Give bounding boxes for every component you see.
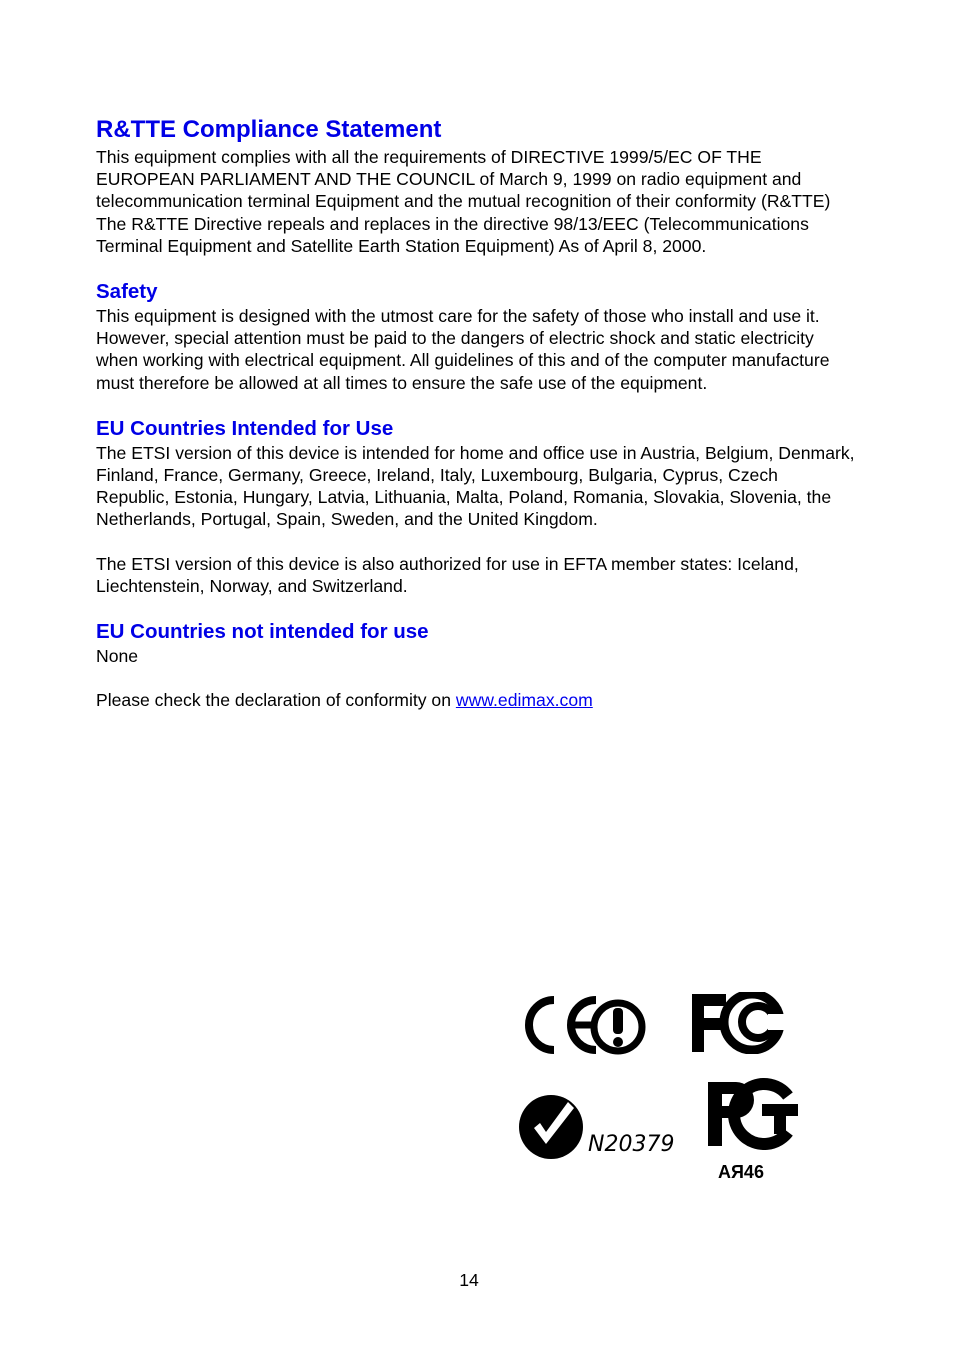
fcc-logo-icon [692, 992, 790, 1054]
rtte-paragraph-2: The R&TTE Directive repeals and replaces in the directive 98/13/EEC (Telecommunications Terminal Equipment and Satellite Earth Station Equipment) As of April 8, 2000. [96, 213, 809, 256]
rtte-paragraph-1: This equipment complies with all the requirements of DIRECTIVE 1999/5/EC OF THE EUROPEAN PARLIAMENT AND THE COUNCIL of March 9, 1999 on radio equipment and telecommunication terminal Equipment and the mutual recognition of their conformity (R&TTE) [96, 147, 831, 212]
eu-intended-paragraph-2: The ETSI version of this device is also authorized for use in EFTA member states: Iceland, Liechtenstein, Norway, and Switzerland. [96, 553, 799, 596]
eu-intended-heading: EU Countries Intended for Use [96, 416, 394, 440]
safety-paragraph: This equipment is designed with the utmost care for the safety of those who install and use it. However, special attention must be paid to the dangers of electric shock and static electricity when working with electrical equipment. All guidelines of this and of the computer manufacture must therefore be allowed at all times to ensure the safe use of the equipment. [96, 306, 830, 393]
gost-pct-icon [702, 1076, 798, 1152]
document-body [96, 114, 856, 711]
c-tick-number: N20379 [588, 1132, 675, 1157]
declaration-line [96, 689, 856, 711]
edimax-link[interactable]: www.edimax.com [455, 690, 593, 711]
certification-logos [496, 986, 816, 1196]
page-number: 14 [459, 1270, 479, 1290]
declaration-text: Please check the declaration of conformity on [96, 690, 456, 711]
rtte-heading: R&TTE Compliance Statement [96, 116, 442, 143]
eu-not-intended-paragraph: None [96, 646, 139, 667]
eu-intended-paragraph-1: The ETSI version of this device is intended for home and office use in Austria, Belgium, Denmark, Finland, France, Germany, Greece, Ireland, Italy, Luxembourg, Bulgaria, Cyprus, Czech Republic, Estonia, Hungary, Latvia, Lithuania, Malta, Poland, Romania, Slovakia, Slovenia, the Netherlands, Portugal, Spain, Sweden, and the United Kingdom. [96, 442, 855, 530]
gost-code: АЯ46 [718, 1162, 764, 1182]
c-tick-icon [518, 1094, 588, 1160]
eu-not-intended-heading: EU Countries not intended for use [96, 620, 429, 644]
safety-heading: Safety [96, 280, 158, 304]
ce-mark-icon [500, 994, 648, 1056]
